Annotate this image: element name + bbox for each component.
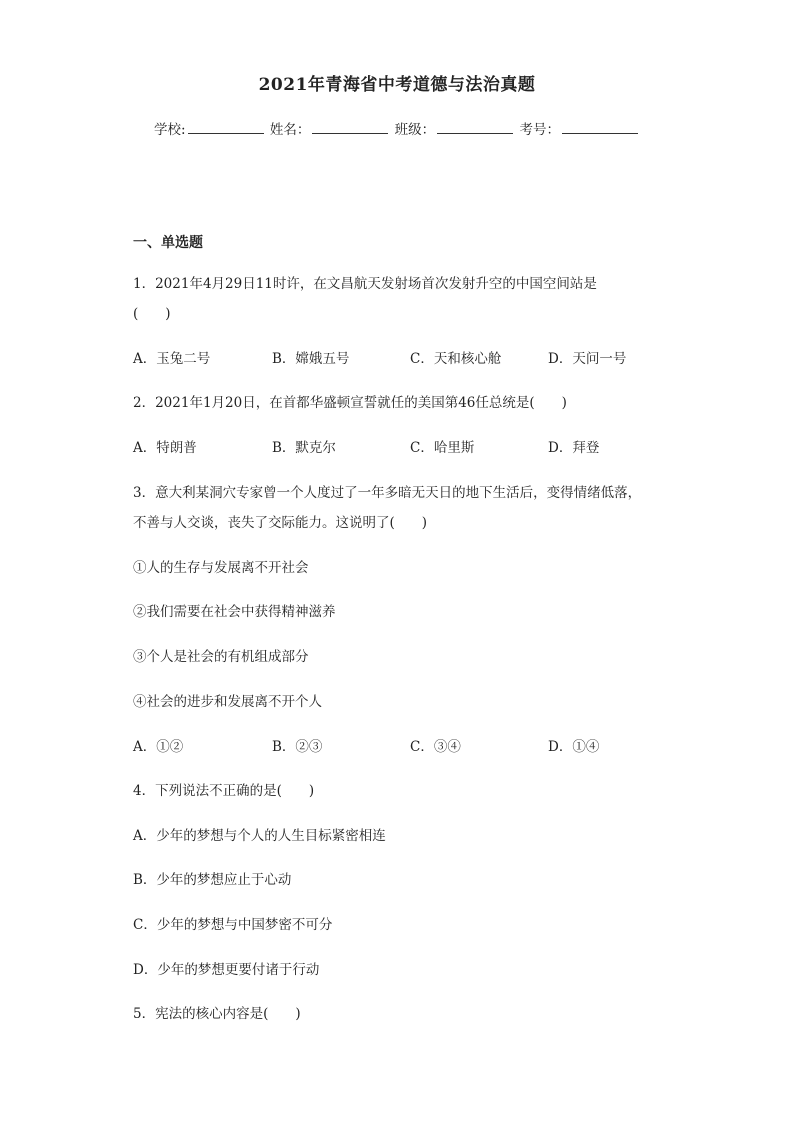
class-blank [437, 120, 513, 134]
school-blank [188, 120, 264, 134]
statement-1: ①人的生存与发展离不开社会 [133, 560, 309, 576]
question-3-stem: 3．意大利某洞穴专家曾一个人度过了一年多暗无天日的地下生活后，变得情绪低落， [133, 485, 642, 501]
school-label: 学校: [154, 122, 186, 138]
option-a: A．①② [133, 739, 184, 755]
option-a: A．少年的梦想与个人的人生目标紧密相连 [133, 828, 386, 844]
option-c: C．少年的梦想与中国梦密不可分 [133, 917, 333, 933]
option-d: D．少年的梦想更要付诸于行动 [133, 962, 320, 978]
option-a: A．玉兔二号 [133, 351, 211, 367]
class-label: 班级： [394, 122, 436, 138]
option-d: D．①④ [548, 739, 600, 755]
question-5-stem: 5．宪法的核心内容是( ) [133, 1006, 301, 1022]
statement-2: ②我们需要在社会中获得精神滋养 [133, 604, 336, 620]
option-c: C．天和核心舱 [410, 351, 502, 367]
question-1-options [133, 347, 693, 365]
exam-no-label: 考号： [519, 122, 560, 138]
question-3-stem-cont: 不善与人交谈，丧失了交际能力。这说明了( ) [133, 515, 428, 531]
exam-no-blank [562, 120, 638, 134]
student-info-row [0, 118, 794, 138]
page-title: 2021年青海省中考道德与法治真题 [258, 75, 536, 95]
option-d: D．天问一号 [548, 351, 627, 367]
option-b: B．少年的梦想应止于心动 [133, 872, 292, 888]
option-c: C．哈里斯 [410, 440, 475, 456]
question-1-stem-cont: ( ) [133, 306, 171, 322]
question-2-stem: 2．2021年1月20日，在首都华盛顿宣誓就任的美国第46任总统是( ) [133, 395, 567, 411]
name-label: 姓名： [269, 122, 311, 138]
statement-4: ④社会的进步和发展离不开个人 [133, 694, 322, 710]
option-b: B．默克尔 [272, 440, 336, 456]
option-c: C．③④ [410, 739, 461, 755]
question-1-stem: 1．2021年4月29日11时许，在文昌航天发射场首次发射升空的中国空间站是 [133, 276, 597, 292]
question-3-options [133, 735, 693, 753]
statement-3: ③个人是社会的有机组成部分 [133, 649, 309, 665]
option-b: B．②③ [272, 739, 323, 755]
name-blank [312, 120, 388, 134]
question-2-options [133, 436, 693, 454]
question-4-stem: 4．下列说法不正确的是( ) [133, 783, 315, 799]
section-heading: 一、单选题 [133, 235, 203, 251]
option-a: A．特朗普 [133, 440, 197, 456]
option-b: B．嫦娥五号 [272, 351, 350, 367]
option-d: D．拜登 [548, 440, 600, 456]
